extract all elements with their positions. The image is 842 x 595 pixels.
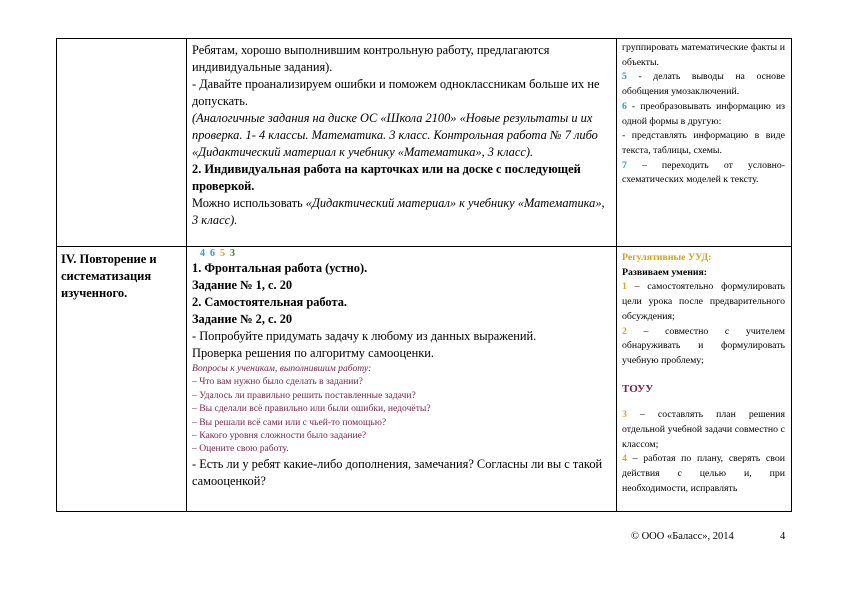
skill-number: 5: [622, 71, 627, 83]
skills-subtitle: Развиваем умения:: [622, 266, 708, 278]
paragraph: - Есть ли у ребят какие-либо дополнения, замечания? Согласны ли вы с такой самооценкой?: [192, 456, 603, 488]
row1-activity-cell: [192, 42, 608, 229]
col-divider-2: [616, 38, 617, 512]
skill-text: – совместно с учителем обнаруживать и формулировать учебную проблему;: [622, 325, 785, 366]
skill-line: [622, 452, 785, 496]
marker: 3: [230, 248, 235, 259]
page-number: 4: [780, 531, 786, 542]
paragraph-reference: (Аналогичные задания на диске ОС «Школа 2100» «Новые результаты и их проверка. 1- 4 классы. Математика. 3 класс. Контрольная работа № 7 либо «Дидактический материал к учебнику «Математика», 3 класс).: [192, 111, 598, 159]
row2-activity-cell: [192, 248, 610, 490]
skill-line: группировать математические факты и объекты.: [622, 42, 785, 68]
stage-title: IV. Повторение и систематизация изученного.: [61, 252, 157, 300]
skill-line: [622, 159, 785, 188]
paragraph-heading: Задание № 2, с. 20: [192, 312, 293, 326]
paragraph-heading: 2. Индивидуальная работа на карточках или на доске с последующей проверкой.: [192, 162, 581, 193]
footer-copyright: © ООО «Баласс», 2014: [631, 531, 734, 542]
skill-line: [622, 280, 785, 324]
paragraph: Проверка решения по алгоритму самооценки.: [192, 346, 434, 360]
questions-heading: Вопросы к ученикам, выполнившим работу:: [192, 363, 372, 374]
question-item: – Удалось ли правильно решить поставленные задачи?: [192, 389, 416, 401]
question-item: – Вы решали всё сами или с чьей-то помощью?: [192, 416, 387, 428]
col-border-left: [56, 38, 57, 512]
col-divider-1: [186, 38, 187, 512]
skill-text: – составлять план решения отдельной учебной задачи совместно с классом;: [622, 409, 785, 450]
paragraph: - Попробуйте придумать задачу к любому из данных выражений.: [192, 329, 537, 343]
row2-stage-cell: [61, 251, 181, 302]
skill-number: 1: [622, 281, 627, 293]
row2-skills-cell: [622, 251, 785, 497]
question-item: – Оцените свою работу.: [192, 443, 289, 455]
skill-number: 4: [622, 453, 627, 465]
skills-title: Регулятивные УУД:: [622, 252, 712, 263]
paragraph: - Давайте проанализируем ошибки и поможем одноклассникам больше их не допускать.: [192, 77, 600, 108]
skill-line: - представлять информацию в виде текста, таблицы, схемы.: [622, 130, 785, 156]
skill-line: [622, 408, 785, 452]
skill-line: [622, 325, 785, 369]
question-item: – Вы сделали всё правильно или были ошибки, недочёты?: [192, 403, 431, 415]
col-border-right: [791, 38, 792, 512]
lesson-table: [56, 38, 792, 512]
skill-text: – самостоятельно формулировать цели урока после предварительного обсуждения;: [622, 281, 785, 322]
table-border-top: [56, 38, 792, 39]
skill-text: – переходить от условно-схематических моделей к тексту.: [622, 159, 785, 186]
question-item: – Какого уровня сложности было задание?: [192, 430, 367, 442]
skill-text: - преобразовывать информацию из одной формы в другую:: [622, 100, 785, 127]
marker: 6: [210, 248, 215, 259]
skill-number: 6: [622, 100, 627, 112]
paragraph-heading: 1. Фронтальная работа (устно).: [192, 261, 368, 275]
skill-line: [622, 70, 785, 99]
skill-markers: [192, 248, 610, 260]
paragraph-heading: 2. Самостоятельная работа.: [192, 295, 347, 309]
skill-text: – работая по плану, сверять свои действия с целью и, при необходимости, исправлять: [622, 453, 785, 494]
skill-line: [622, 100, 785, 129]
row1-skills-cell: [622, 41, 785, 188]
marker: 5: [220, 248, 225, 259]
skill-number: 2: [622, 325, 627, 337]
skill-number: 3: [622, 409, 627, 421]
row-divider: [56, 246, 792, 247]
toyy-heading: ТОУУ: [622, 382, 654, 395]
skill-text: - делать выводы на основе обобщения умозаключений.: [622, 71, 785, 98]
marker: 4: [200, 248, 205, 259]
text-segment: Можно использовать: [192, 196, 306, 210]
paragraph: [192, 195, 608, 229]
question-item: – Что вам нужно было сделать в задании?: [192, 376, 363, 388]
table-border-bottom: [56, 511, 792, 512]
text-segment: «Дидактический материал» к учебнику «Математика», 3 класс).: [192, 196, 605, 227]
skill-number: 7: [622, 159, 627, 171]
paragraph: Ребятам, хорошо выполнившим контрольную работу, предлагаются индивидуальные задания).: [192, 43, 550, 74]
paragraph-heading: Задание № 1, с. 20: [192, 278, 293, 292]
